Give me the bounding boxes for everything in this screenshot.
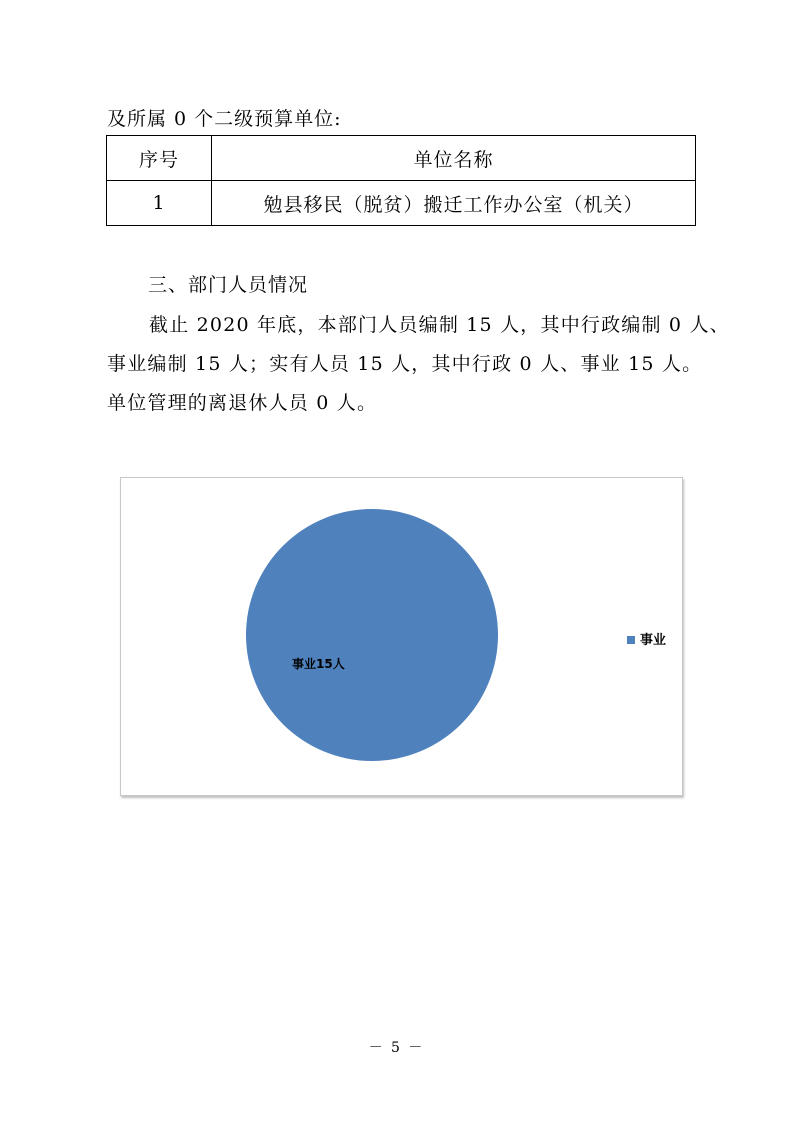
- legend-label: 事业: [640, 633, 667, 648]
- cell-unit-name: 勉县移民（脱贫）搬迁工作办公室（机关）: [212, 181, 696, 226]
- staff-pie-chart: [120, 477, 683, 796]
- pie-data-label: 事业15人: [292, 657, 345, 671]
- paragraph-line: 截止 2020 年底，本部门人员编制 15 人，其中行政编制 0 人、: [149, 314, 730, 336]
- pie-slice-事业: [246, 509, 498, 761]
- cell-seq: 1: [107, 181, 212, 226]
- staffing-paragraph: [107, 306, 730, 423]
- page-number: － 5 －: [368, 1040, 425, 1056]
- pie-chart-svg: [121, 478, 682, 795]
- section-heading: 三、部门人员情况: [148, 274, 309, 296]
- paragraph-line: 单位管理的离退休人员 0 人。: [107, 392, 378, 414]
- header-seq: 序号: [107, 136, 212, 181]
- header-unit-name: 单位名称: [212, 136, 696, 181]
- units-table: [106, 135, 696, 226]
- table-header-row: [107, 136, 696, 181]
- intro-line: 及所属 0 个二级预算单位:: [107, 108, 342, 130]
- legend-swatch-icon: [627, 636, 635, 644]
- paragraph-line: 事业编制 15 人；实有人员 15 人，其中行政 0 人、事业 15 人。: [107, 353, 703, 375]
- table-row: [107, 181, 696, 226]
- chart-legend: [627, 629, 666, 648]
